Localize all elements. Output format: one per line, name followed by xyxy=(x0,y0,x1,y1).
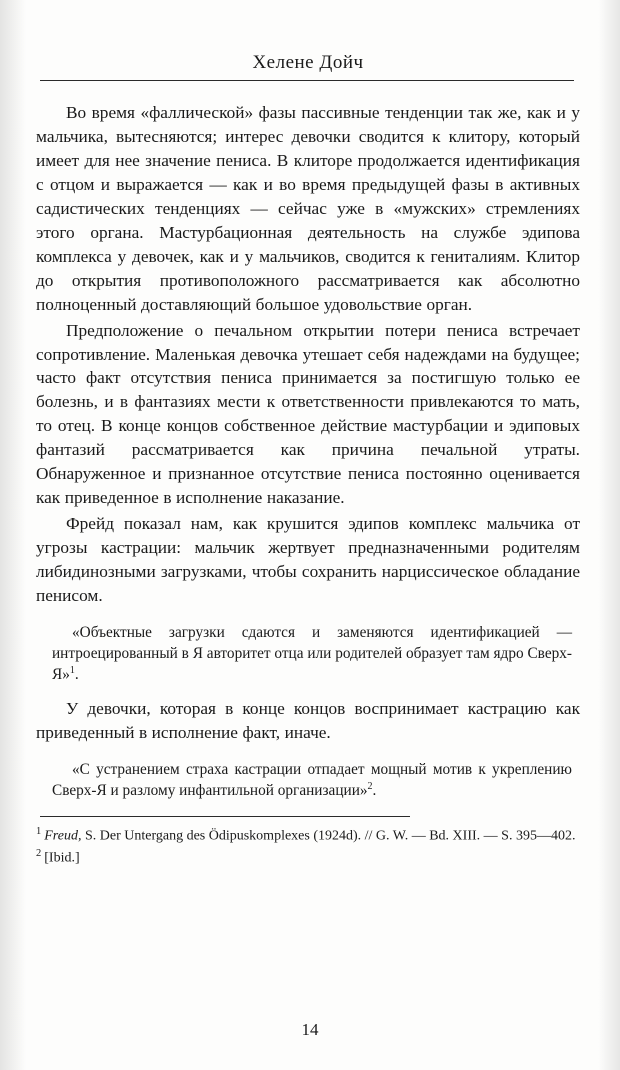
footnote-1-marker: 1 xyxy=(36,825,42,837)
quote-2-text: «С устранением страха кастрации отпадает мощный мотив к укреплению Сверх-Я и разлому инфантильной организации» xyxy=(52,761,572,800)
footnote-1-author: Freud, xyxy=(44,828,82,844)
footnote-rule xyxy=(40,816,410,817)
block-quote-1 xyxy=(52,622,580,685)
header-rule xyxy=(40,80,574,81)
footnotes-block xyxy=(36,825,580,869)
body-paragraph-4: У девочки, которая в конце концов воспринимает кастрацию как приведенный в исполнение факт, иначе. xyxy=(36,699,580,743)
page-number: 14 xyxy=(301,1020,319,1039)
footnote-2-marker: 2 xyxy=(36,847,42,859)
quote-2-footnote-marker: 2 xyxy=(367,781,373,793)
quote-1-tail: . xyxy=(74,666,79,684)
block-quote-2 xyxy=(52,759,580,801)
quote-1-text: «Объектные загрузки сдаются и заменяются идентификацией — интроецированный в Я авторитет отца или родителей образует там ядро Сверх-Я» xyxy=(52,624,572,684)
footnote-1-text: S. Der Untergang des Ödipuskomplexes (1924d). // G. W. — Bd. XIII. — S. 395—402. xyxy=(81,828,576,844)
footnote-1 xyxy=(36,825,580,846)
running-head: Хелене Дойч xyxy=(252,52,364,73)
body-paragraph-3: Фрейд показал нам, как крушится эдипов комплекс мальчика от угрозы кастрации: мальчик жертвует предназначенными родителям либидинозными загрузками, чтобы сохранить нарциссическое обладание пенисом. xyxy=(36,514,580,606)
body-paragraph-1: Во время «фаллической» фазы пассивные тенденции так же, как и у мальчика, вытесняются; интерес девочки сводится к клитору, который имеет для нее значение пениса. В клиторе продолжается идентификация с отцом и выражается — как и во время предыдущей фазы в активных садистических тенденциях — сейчас уже в «мужских» стремлениях этого органа. Мастурбационная деятельность на службе эдипова комплекса у девочек, как и у мальчиков, сводится к гениталиям. Клитор до открытия противоположного рассматривается как абсолютно полноценный доставляющий большое удовольствие орган. xyxy=(36,103,580,314)
footnote-2 xyxy=(36,847,580,868)
quote-2-tail: . xyxy=(372,782,377,800)
footnote-2-text: [Ibid.] xyxy=(44,850,80,866)
quote-1-footnote-marker: 1 xyxy=(69,665,75,677)
body-paragraph-2: Предположение о печальном открытии потери пениса встречает сопротивление. Маленькая девочка утешает себя надеждами на будущее; часто факт отсутствия пениса принимается за постигшую только ее болезнь, и в фантазиях мести к ответственности привлекаются то мать, то отец. В конце концов собственное действие мастурбации и эдиповых фантазий рассматривается как причина печальной утраты. Обнаруженное и признанное отсутствие пениса постоянно оценивается как приведенное в исполнение наказание. xyxy=(36,320,580,508)
